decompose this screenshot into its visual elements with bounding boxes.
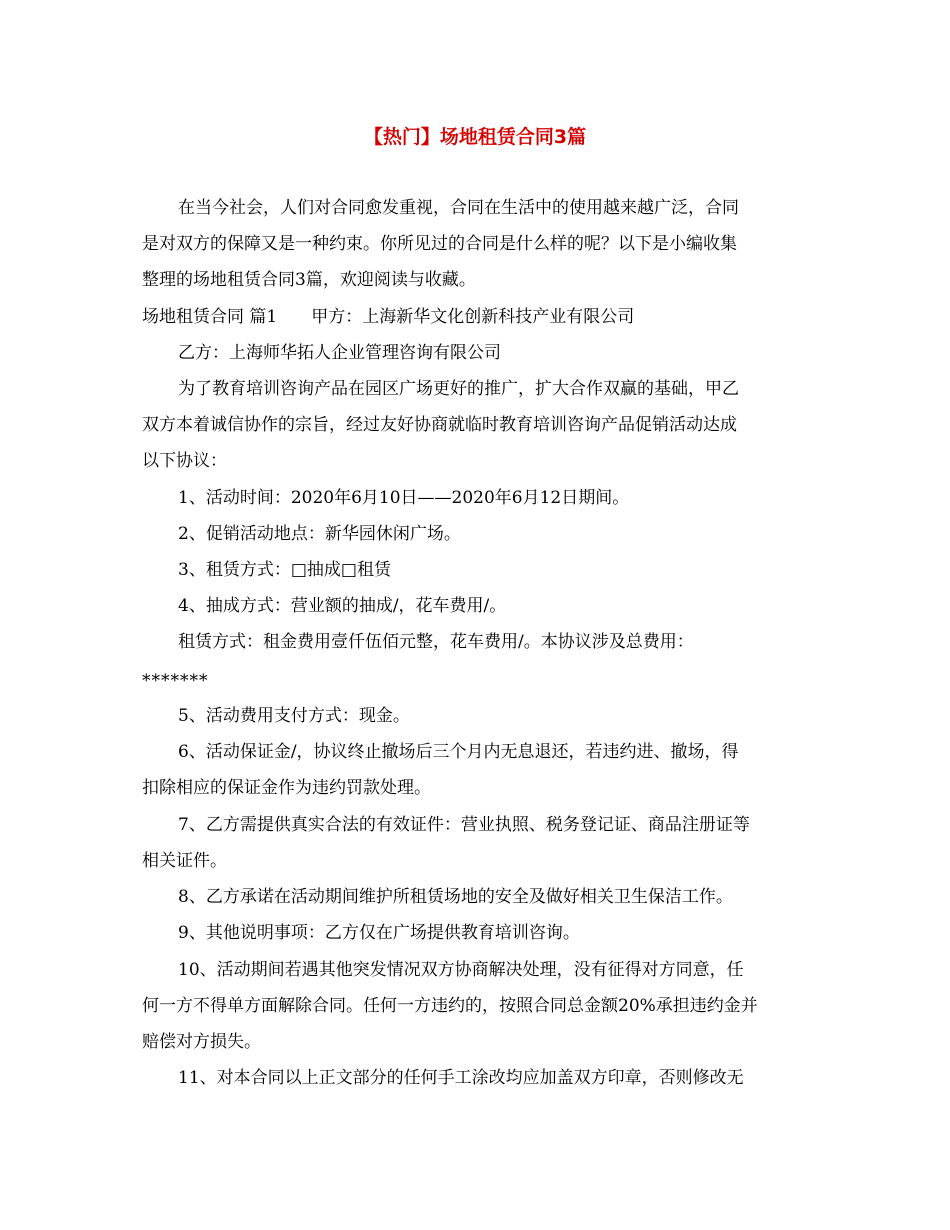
rent-method: 租赁方式：租金费用壹仟伍佰元整，花车费用/。本协议涉及总费用： bbox=[178, 632, 694, 652]
clause-9: 9、其他说明事项：乙方仅在广场提供教育培训咨询。 bbox=[178, 923, 580, 943]
purpose-line-2: 双方本着诚信协作的宗旨，经过友好协商就临时教育培训咨询产品促销活动达成 bbox=[142, 415, 737, 435]
clause-7-line-2: 相关证件。 bbox=[142, 851, 227, 871]
intro-line-1: 在当今社会，人们对合同愈发重视，合同在生活中的使用越来越广泛，合同 bbox=[178, 198, 739, 218]
clause-11: 11、对本合同以上正文部分的任何手工涂改均应加盖双方印章，否则修改无 bbox=[178, 1068, 744, 1088]
clause-8: 8、乙方承诺在活动期间维护所租赁场地的安全及做好相关卫生保洁工作。 bbox=[178, 887, 733, 907]
clause-5: 5、活动费用支付方式：现金。 bbox=[178, 706, 410, 726]
purpose-line-3: 以下协议： bbox=[142, 451, 227, 471]
clause-10-line-2: 何一方不得单方面解除合同。任何一方违约的，按照合同总金额20%承担违约金并 bbox=[142, 996, 758, 1016]
clause-6-line-2: 扣除相应的保证金作为违约罚款处理。 bbox=[142, 778, 431, 798]
document-title: 【热门】场地租赁合同3篇 bbox=[363, 126, 587, 148]
section-heading: 场地租赁合同 篇1 甲方：上海新华文化创新科技产业有限公司 bbox=[142, 307, 635, 327]
intro-line-3: 整理的场地租赁合同3篇，欢迎阅读与收藏。 bbox=[142, 270, 476, 290]
clause-3: 3、租赁方式：□抽成□租赁 bbox=[178, 560, 391, 580]
total-fee-stars: ******* bbox=[142, 671, 209, 691]
clause-2: 2、促销活动地点：新华园休闲广场。 bbox=[178, 524, 461, 544]
clause-1: 1、活动时间：2020年6月10日——2020年6月12日期间。 bbox=[178, 488, 630, 508]
clause-4: 4、抽成方式：营业额的抽成/，花车费用/。 bbox=[178, 596, 507, 616]
intro-line-2: 是对双方的保障又是一种约束。你所见过的合同是什么样的呢？以下是小编收集 bbox=[142, 234, 737, 254]
clause-7-line-1: 7、乙方需提供真实合法的有效证件：营业执照、税务登记证、商品注册证等 bbox=[178, 815, 750, 835]
party-b: 乙方：上海师华拓人企业管理咨询有限公司 bbox=[178, 343, 501, 363]
clause-10-line-3: 赔偿对方损失。 bbox=[142, 1032, 261, 1052]
clause-6-line-1: 6、活动保证金/，协议终止撤场后三个月内无息退还，若违约进、撤场，得 bbox=[178, 742, 739, 762]
clause-10-line-1: 10、活动期间若遇其他突发情况双方协商解决处理，没有征得对方同意，任 bbox=[178, 960, 744, 980]
purpose-line-1: 为了教育培训咨询产品在园区广场更好的推广，扩大合作双赢的基础，甲乙 bbox=[178, 379, 739, 399]
